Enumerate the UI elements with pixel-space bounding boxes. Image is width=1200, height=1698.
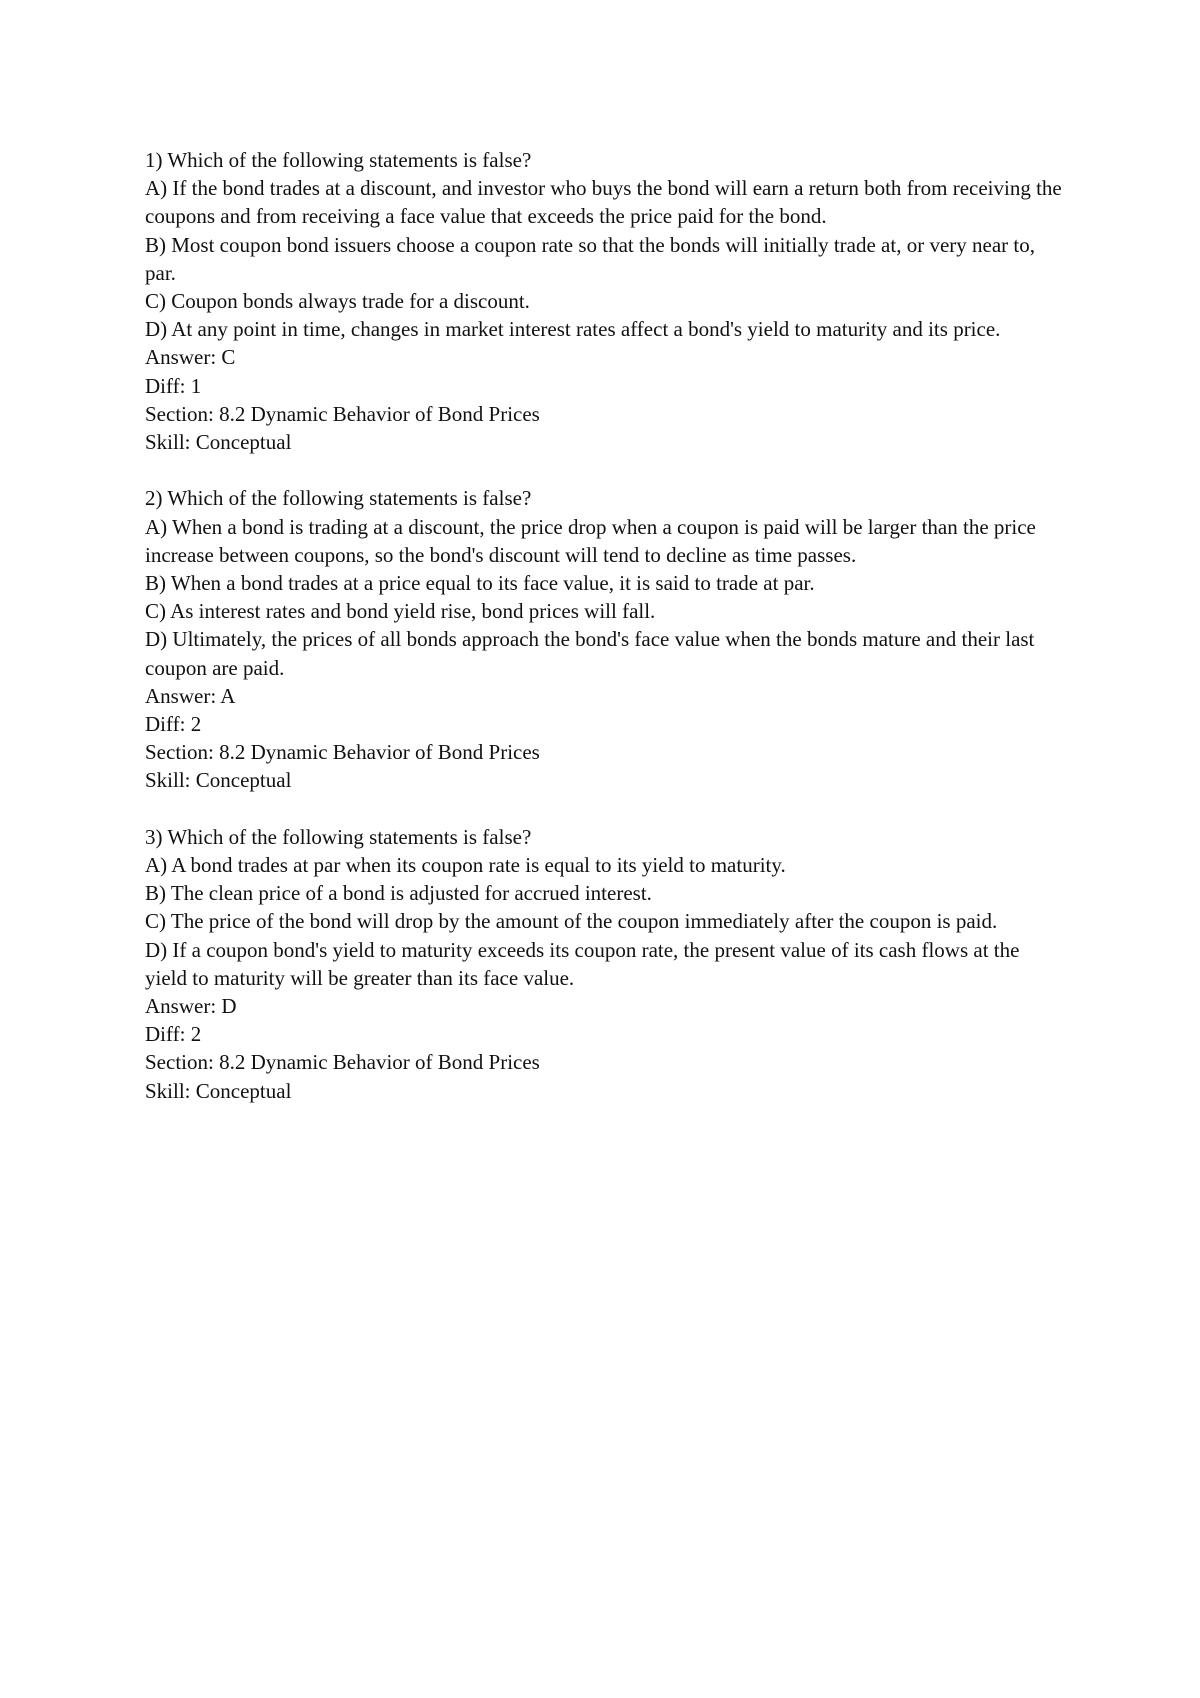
option-a: A) A bond trades at par when its coupon rate is equal to its yield to maturity.: [145, 853, 786, 878]
question-prompt: 1) Which of the following statements is false?: [145, 148, 532, 172]
difficulty-line: Diff: 1: [145, 373, 202, 398]
option-d: D) At any point in time, changes in market interest rates affect a bond's yield to maturity and its price.: [145, 317, 1001, 342]
option-a: A) When a bond is trading at a discount, the price drop when a coupon is paid will be larger than the price increase between coupons, so the bond's discount will tend to decline as time passes.: [145, 514, 1036, 567]
option-c: C) The price of the bond will drop by the amount of the coupon immediately after the coupon is paid.: [145, 909, 998, 934]
question-block: [145, 484, 1065, 794]
option-c: C) As interest rates and bond yield rise, bond prices will fall.: [145, 599, 656, 624]
answer-line: Answer: D: [145, 994, 237, 1019]
option-d: D) If a coupon bond's yield to maturity exceeds its coupon rate, the present value of its cash flows at the yield to maturity will be greater than its face value.: [145, 937, 1020, 990]
question-list: [145, 146, 1065, 1133]
option-a: A) If the bond trades at a discount, and investor who buys the bond will earn a return both from receiving the coupons and from receiving a face value that exceeds the price paid for the bond.: [145, 176, 1062, 229]
option-c: C) Coupon bonds always trade for a discount.: [145, 289, 530, 314]
difficulty-line: Diff: 2: [145, 712, 202, 737]
option-b: B) The clean price of a bond is adjusted for accrued interest.: [145, 881, 652, 906]
section-line: Section: 8.2 Dynamic Behavior of Bond Prices: [145, 401, 540, 426]
option-b: B) Most coupon bond issuers choose a coupon rate so that the bonds will initially trade at, or very near to, par.: [145, 232, 1035, 285]
difficulty-line: Diff: 2: [145, 1022, 202, 1047]
answer-line: Answer: A: [145, 683, 236, 708]
skill-line: Skill: Conceptual: [145, 1078, 292, 1103]
question-block: [145, 823, 1065, 1105]
option-b: B) When a bond trades at a price equal to its face value, it is said to trade at par.: [145, 571, 815, 596]
question-prompt: 3) Which of the following statements is false?: [145, 824, 532, 849]
answer-line: Answer: C: [145, 345, 236, 370]
question-prompt: 2) Which of the following statements is false?: [145, 486, 532, 511]
option-d: D) Ultimately, the prices of all bonds approach the bond's face value when the bonds mature and their last coupon are paid.: [145, 627, 1035, 680]
skill-line: Skill: Conceptual: [145, 430, 292, 455]
skill-line: Skill: Conceptual: [145, 768, 292, 793]
section-line: Section: 8.2 Dynamic Behavior of Bond Prices: [145, 1050, 540, 1075]
question-block: [145, 146, 1065, 456]
section-line: Section: 8.2 Dynamic Behavior of Bond Prices: [145, 740, 540, 765]
